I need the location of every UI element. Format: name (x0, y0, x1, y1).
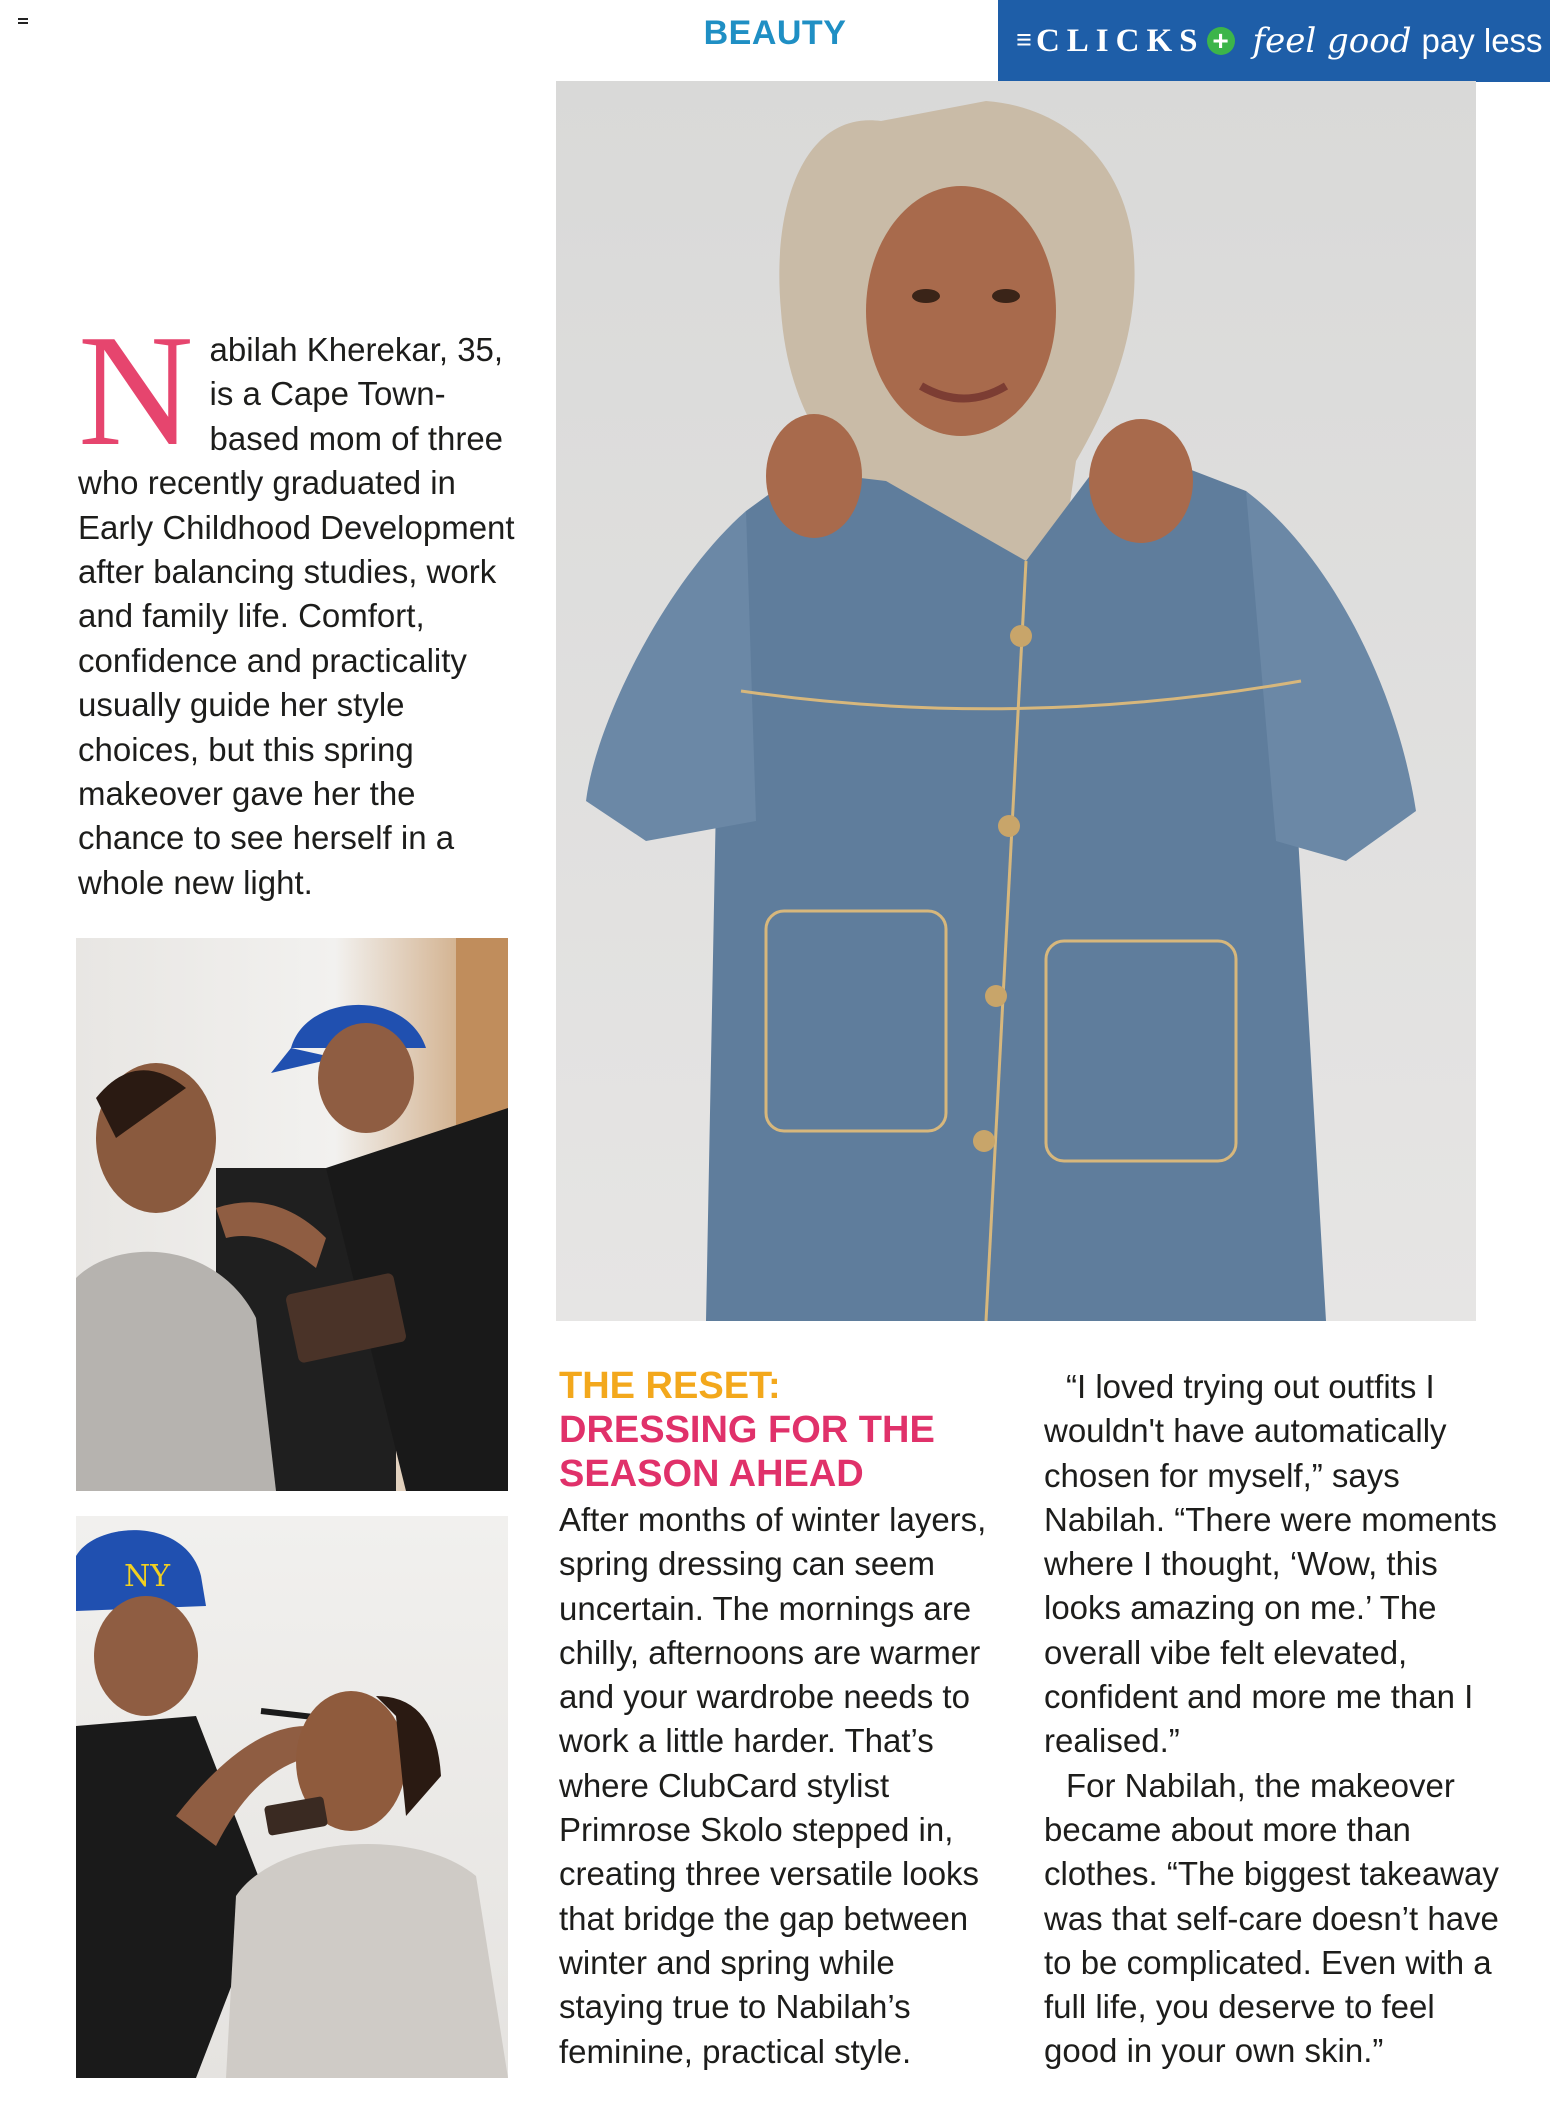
article-title: DRESSING FOR THE SEASON AHEAD (559, 1409, 935, 1495)
intro-text: abilah Kherekar, 35, is a Cape Town-based mom of three who recently graduated in Early Childhood Development after balancing studies, work and family life. Comfort, confidence and practicality usually guide her style choices, but this spring makeover gave her the chance to see herself in a whole new light. (78, 331, 515, 901)
makeup-artist-photo-2 (76, 1516, 508, 2078)
makeup-scene-illustration (76, 938, 508, 1491)
article-heading (559, 1364, 999, 1496)
article-paragraph-2: “I loved trying out outfits I wouldn't have automatically chosen for myself,” says Nabilah. “There were moments where I thought, ‘Wow, this looks amazing on me.’ The overall vibe felt elevated, confident and more me than I realised.” (1044, 1368, 1498, 1760)
intro-paragraph (78, 301, 518, 905)
clicks-logo (1016, 23, 1253, 60)
article-body-column-2 (1044, 1365, 1504, 2074)
brand-logo-text: CLICKS (1035, 22, 1205, 59)
makeup-artist-photo-1 (76, 938, 508, 1491)
brand-banner (998, 0, 1550, 82)
brand-tagline-script: feel good (1252, 21, 1412, 61)
menu-icon[interactable] (18, 18, 28, 26)
article-kicker: THE RESET: (559, 1365, 781, 1407)
article-paragraph-3: For Nabilah, the makeover became about more than clothes. “The biggest takeaway was that self-care doesn’t have to be complicated. Even with a full life, you deserve to feel good in your own skin.” (1044, 1766, 1499, 2070)
swoosh-icon: ≡ (1016, 25, 1028, 56)
brand-tagline: pay less (1421, 22, 1543, 59)
hero-photo (556, 81, 1476, 1321)
woman-in-denim-jacket-illustration (556, 81, 1476, 1321)
plus-icon: + (1207, 27, 1235, 55)
article-body-column-1 (559, 1498, 999, 2074)
article-paragraph-1: After months of winter layers, spring dressing can seem uncertain. The mornings are chilly, afternoons are warmer and your wardrobe needs to work a little harder. That’s where ClubCard stylist Primrose Skolo stepped in, creating three versatile looks that bridge the gap between winter and spring while staying true to Nabilah’s feminine, practical style. (559, 1501, 987, 2070)
cap-logo: NY (124, 1559, 171, 1594)
section-label: BEAUTY (703, 14, 847, 52)
makeup-scene-illustration-2 (76, 1516, 508, 2078)
drop-cap: N (78, 301, 194, 479)
